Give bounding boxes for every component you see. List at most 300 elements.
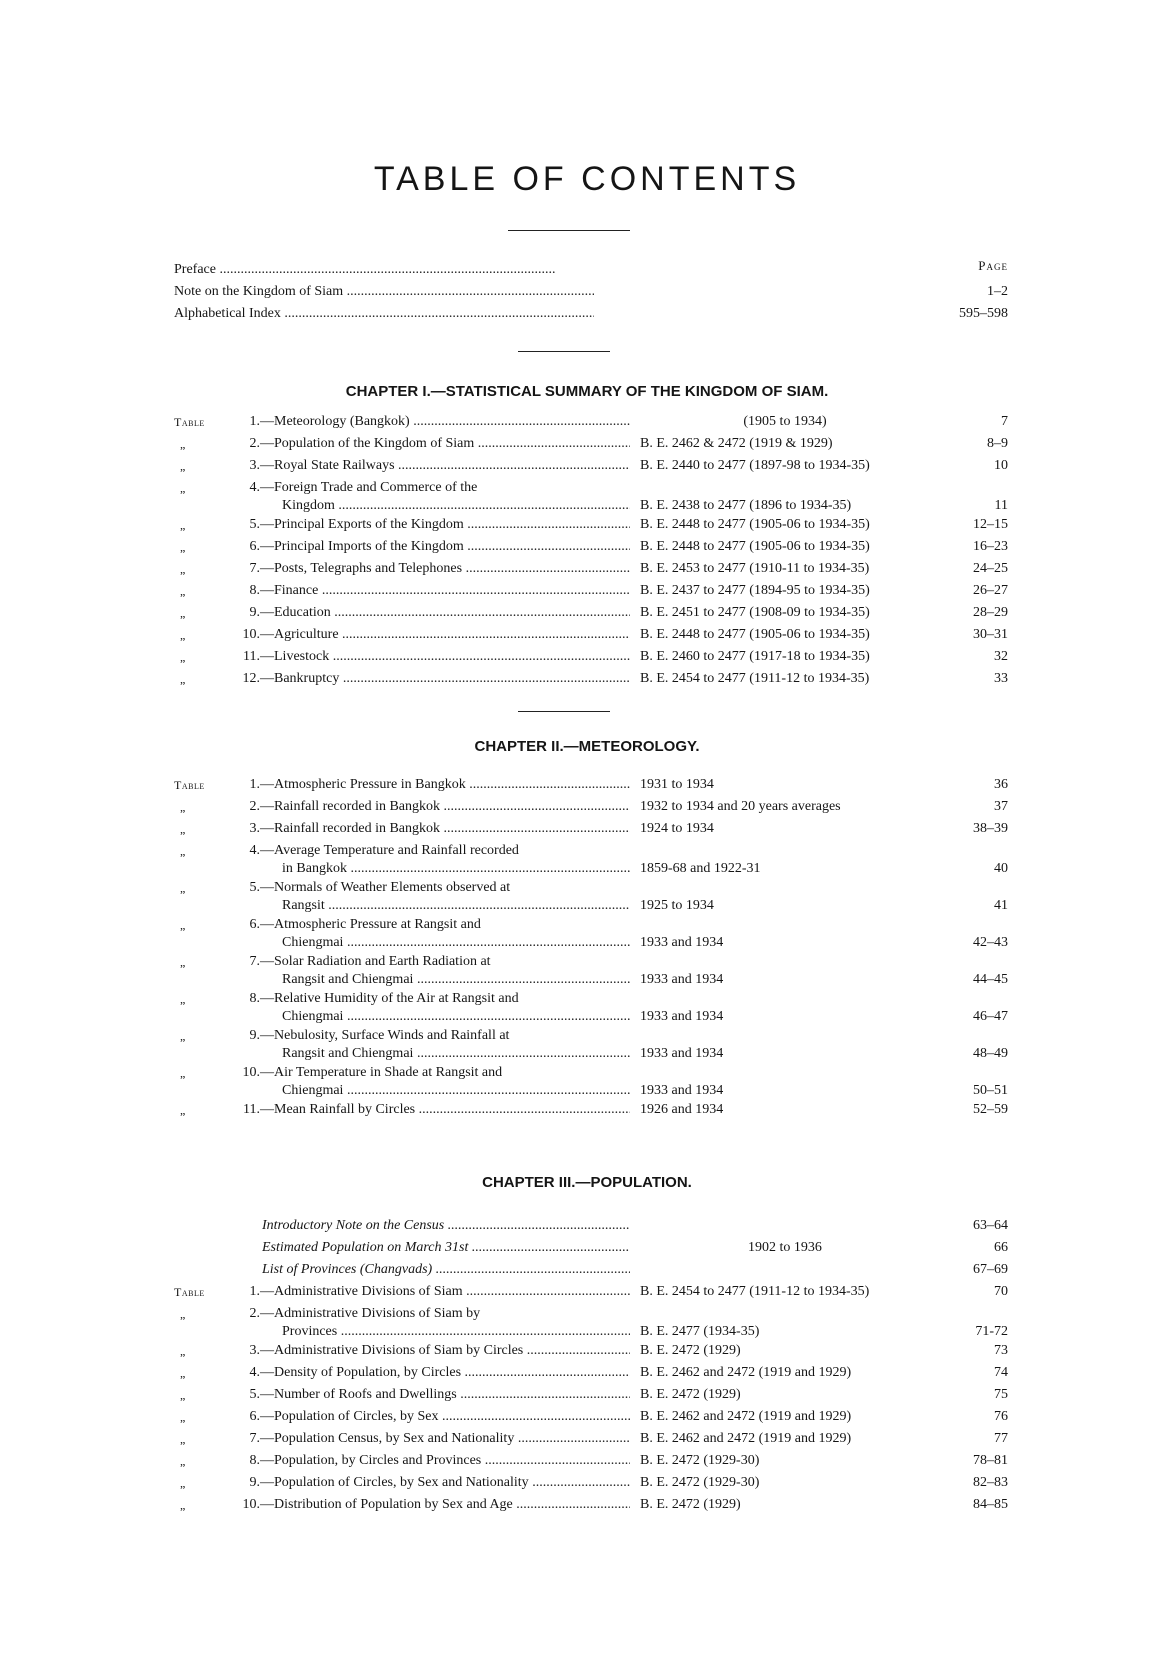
entry-number: 5. (249, 517, 260, 532)
entry-period: 1933 and 1934 (640, 935, 724, 950)
entry-number: 4. (249, 1365, 260, 1380)
entry-title-line (230, 1430, 630, 1448)
entry-title-text: Density of Population, by Circles (274, 1365, 462, 1380)
entry-dash: — (260, 917, 274, 932)
entry-page: 70 (994, 1284, 1008, 1299)
entry-page: 36 (994, 777, 1008, 792)
entry-dash: — (260, 1409, 274, 1424)
entry-number: 10. (242, 1065, 260, 1080)
entry-period: 1933 and 1934 (640, 1009, 724, 1024)
entry-title (230, 670, 630, 688)
entry-title (230, 435, 630, 453)
entry-dash: — (260, 517, 274, 532)
entry-period: B. E. 2453 to 2477 (1910-11 to 1934-35) (640, 561, 870, 576)
entry-title-line (230, 879, 630, 897)
entry-title-text: Population Census, by Sex and Nationality (274, 1431, 515, 1446)
toc-entry[interactable] (174, 479, 1008, 515)
entry-dash: — (260, 799, 274, 814)
front-matter-label: Alphabetical Index ..... (174, 306, 594, 322)
entry-dash: — (260, 1028, 274, 1043)
entry-number: 7. (249, 954, 260, 969)
intro-entry[interactable] (174, 1239, 1008, 1260)
entry-number: 11. (243, 1102, 260, 1117)
front-matter-item[interactable] (174, 306, 1008, 328)
table-marker: „ (180, 1388, 186, 1402)
entry-title (230, 1283, 630, 1301)
toc-entry[interactable] (174, 582, 1008, 603)
toc-entry[interactable] (174, 457, 1008, 478)
intro-title (262, 1217, 630, 1235)
entry-number: 3. (249, 821, 260, 836)
entry-period: 1933 and 1934 (640, 1083, 724, 1098)
entry-number: 4. (249, 480, 260, 495)
table-marker: Table (174, 1285, 205, 1299)
entry-number: 9. (249, 1475, 260, 1490)
intro-entry[interactable] (174, 1261, 1008, 1282)
entry-title-line (230, 560, 630, 578)
entry-title-line (230, 1408, 630, 1426)
table-marker: „ (180, 540, 186, 554)
entry-page: 10 (994, 458, 1008, 473)
entry-page: 77 (994, 1431, 1008, 1446)
toc-entry[interactable] (174, 916, 1008, 952)
entry-number: 1. (249, 777, 260, 792)
entry-period: B. E. 2472 (1929) (640, 1387, 741, 1402)
toc-entry[interactable] (174, 1283, 1008, 1304)
entry-number: 5. (249, 880, 260, 895)
entry-title-continuation: Rangsit and Chiengmai ..... (230, 1045, 630, 1063)
entry-title-line (230, 1474, 630, 1492)
toc-entry[interactable] (174, 1064, 1008, 1100)
entry-dash: — (260, 1475, 274, 1490)
front-matter-item[interactable] (174, 284, 1008, 306)
intro-title-text: Estimated Population on March 31st ..... (262, 1239, 630, 1257)
toc-entry[interactable] (174, 879, 1008, 915)
table-marker: „ (180, 1366, 186, 1380)
entry-title (230, 1408, 630, 1426)
intro-period: 1902 to 1936 (748, 1240, 822, 1255)
entry-page: 44–45 (973, 972, 1008, 987)
entry-title-text: Atmospheric Pressure in Bangkok (274, 777, 466, 792)
entry-title (230, 776, 630, 794)
toc-entry[interactable] (174, 626, 1008, 647)
entry-number: 6. (249, 1409, 260, 1424)
table-marker: „ (180, 1454, 186, 1468)
page-title: TABLE OF CONTENTS (373, 160, 801, 198)
entry-dash: — (260, 539, 274, 554)
entry-title-text: Foreign Trade and Commerce of the (274, 480, 478, 495)
entry-title-continuation: Chiengmai ..... (230, 1008, 630, 1026)
toc-entry[interactable] (174, 604, 1008, 625)
entry-number: 8. (249, 583, 260, 598)
entry-title-line (230, 1305, 630, 1323)
entry-title (230, 413, 630, 431)
entry-page: 37 (994, 799, 1008, 814)
entry-title-line (230, 413, 630, 431)
entry-number: 8. (249, 991, 260, 1006)
entry-title-line (230, 670, 630, 688)
entry-page: 16–23 (973, 539, 1008, 554)
entry-title-text: Administrative Divisions of Siam by (274, 1306, 481, 1321)
toc-entry[interactable] (174, 1364, 1008, 1385)
section-divider (518, 351, 610, 352)
entry-number: 12. (242, 671, 260, 686)
entry-number: 2. (249, 436, 260, 451)
table-marker: „ (180, 822, 186, 836)
entry-page: 26–27 (973, 583, 1008, 598)
entry-page: 42–43 (973, 935, 1008, 950)
entry-title-continuation: Rangsit ..... (230, 897, 630, 915)
toc-entry[interactable] (174, 842, 1008, 878)
entry-page: 52–59 (973, 1102, 1008, 1117)
entry-title (230, 879, 630, 915)
entry-title-text: Rainfall recorded in Bangkok (274, 821, 441, 836)
entry-title-text: Bankruptcy (274, 671, 340, 686)
entry-dash: — (260, 1497, 274, 1512)
entry-title-line (230, 1064, 630, 1082)
entry-title-text: Meteorology (Bangkok) (274, 414, 410, 429)
table-marker: „ (180, 481, 186, 495)
entry-title-text: Administrative Divisions of Siam (274, 1284, 463, 1299)
table-marker: „ (180, 1432, 186, 1446)
entry-page: 33 (994, 671, 1008, 686)
entry-dash: — (260, 1365, 274, 1380)
table-marker: „ (180, 672, 186, 686)
table-marker: „ (180, 992, 186, 1006)
entry-period: 1926 and 1934 (640, 1102, 724, 1117)
table-marker: „ (180, 518, 186, 532)
intro-page: 67–69 (973, 1262, 1008, 1277)
toc-entry[interactable] (174, 538, 1008, 559)
entry-title (230, 842, 630, 878)
entry-title-line (230, 1496, 630, 1514)
toc-entry[interactable] (174, 776, 1008, 797)
entry-title-text: Solar Radiation and Earth Radiation at (274, 954, 491, 969)
entry-title (230, 1101, 630, 1119)
entry-page: 71-72 (975, 1324, 1008, 1339)
entry-number: 11. (243, 649, 260, 664)
entry-period: 1932 to 1934 and 20 years averages (640, 799, 841, 814)
entry-title-line (230, 1283, 630, 1301)
entry-period: B. E. 2462 & 2472 (1919 & 1929) (640, 436, 833, 451)
page-column-heading: Page (978, 258, 1008, 273)
entry-period: 1933 and 1934 (640, 1046, 724, 1061)
entry-dash: — (260, 1343, 274, 1358)
entry-title-text: Agriculture (274, 627, 339, 642)
entry-number: 6. (249, 539, 260, 554)
toc-entry[interactable] (174, 1408, 1008, 1429)
entry-period: B. E. 2462 and 2472 (1919 and 1929) (640, 1365, 852, 1380)
toc-entry[interactable] (174, 516, 1008, 537)
entry-title-text: Normals of Weather Elements observed at (274, 880, 511, 895)
table-marker: „ (180, 584, 186, 598)
table-marker: „ (180, 955, 186, 969)
entry-title-line (230, 916, 630, 934)
entry-period: B. E. 2438 to 2477 (1896 to 1934-35) (640, 498, 852, 513)
entry-title-line (230, 1027, 630, 1045)
toc-entry[interactable] (174, 648, 1008, 669)
entry-title-line (230, 648, 630, 666)
chapter-heading: CHAPTER II.—METEOROLOGY. (474, 738, 700, 755)
entry-page: 8–9 (987, 436, 1008, 451)
entry-page: 24–25 (973, 561, 1008, 576)
entry-number: 1. (249, 414, 260, 429)
entry-page: 75 (994, 1387, 1008, 1402)
entry-page: 73 (994, 1343, 1008, 1358)
entry-title (230, 582, 630, 600)
entry-number: 9. (249, 605, 260, 620)
entry-page: 40 (994, 861, 1008, 876)
chapter-heading: CHAPTER I.—STATISTICAL SUMMARY OF THE KINGDOM OF SIAM. (345, 383, 829, 400)
entry-period: 1859-68 and 1922-31 (640, 861, 761, 876)
entry-title-text: Mean Rainfall by Circles (274, 1102, 416, 1117)
entry-title (230, 538, 630, 556)
entry-page: 50–51 (973, 1083, 1008, 1098)
entry-number: 6. (249, 917, 260, 932)
entry-title (230, 560, 630, 578)
entry-page: 48–49 (973, 1046, 1008, 1061)
entry-dash: — (260, 880, 274, 895)
entry-dash: — (260, 991, 274, 1006)
entry-title (230, 798, 630, 816)
entry-page: 74 (994, 1365, 1008, 1380)
entry-dash: — (260, 777, 274, 792)
entry-title-text: Air Temperature in Shade at Rangsit and (274, 1065, 503, 1080)
entry-page: 7 (1001, 414, 1008, 429)
entry-period: B. E. 2437 to 2477 (1894-95 to 1934-35) (640, 583, 870, 598)
table-marker: „ (180, 650, 186, 664)
entry-period: B. E. 2472 (1929-30) (640, 1475, 760, 1490)
toc-entry[interactable] (174, 435, 1008, 456)
toc-entry[interactable] (174, 1101, 1008, 1122)
entry-dash: — (260, 821, 274, 836)
entry-dash: — (260, 1306, 274, 1321)
entry-dash: — (260, 627, 274, 642)
entry-dash: — (260, 561, 274, 576)
toc-entry[interactable] (174, 953, 1008, 989)
front-matter (174, 262, 1008, 328)
entry-title-text: Population of Circles, by Sex and Nationality (274, 1475, 529, 1490)
entry-period: 1925 to 1934 (640, 898, 714, 913)
entry-title (230, 604, 630, 622)
entry-title-line (230, 820, 630, 838)
entry-title-line (230, 1101, 630, 1119)
entry-period: B. E. 2472 (1929) (640, 1497, 741, 1512)
front-matter-item[interactable] (174, 262, 1008, 284)
toc-entry[interactable] (174, 1027, 1008, 1063)
entry-title-text: Population of the Kingdom of Siam (274, 436, 475, 451)
entry-title-text: Posts, Telegraphs and Telephones (274, 561, 463, 576)
entry-number: 7. (249, 1431, 260, 1446)
toc-entry[interactable] (174, 1430, 1008, 1451)
entry-page: 32 (994, 649, 1008, 664)
entry-number: 4. (249, 843, 260, 858)
entry-title-text: Finance (274, 583, 319, 598)
entry-title-continuation: Provinces ..... (230, 1323, 630, 1341)
entry-title-line (230, 582, 630, 600)
entry-title-line (230, 479, 630, 497)
entry-dash: — (260, 1431, 274, 1446)
table-marker: „ (180, 800, 186, 814)
entry-dash: — (260, 414, 274, 429)
entry-period: B. E. 2454 to 2477 (1911-12 to 1934-35) (640, 671, 870, 686)
entry-page: 38–39 (973, 821, 1008, 836)
intro-entry[interactable] (174, 1217, 1008, 1238)
table-marker: „ (180, 1476, 186, 1490)
entry-title-line (230, 457, 630, 475)
table-marker: „ (180, 1344, 186, 1358)
entry-title-continuation: Chiengmai ..... (230, 934, 630, 952)
entry-number: 8. (249, 1453, 260, 1468)
table-marker: „ (180, 437, 186, 451)
entry-page: 28–29 (973, 605, 1008, 620)
toc-entry[interactable] (174, 560, 1008, 581)
entry-number: 10. (242, 1497, 260, 1512)
entry-title-continuation: Rangsit and Chiengmai ..... (230, 971, 630, 989)
entry-title-line (230, 953, 630, 971)
entry-title-line (230, 1342, 630, 1360)
entry-dash: — (260, 436, 274, 451)
entry-title (230, 479, 630, 515)
entry-number: 5. (249, 1387, 260, 1402)
table-marker: „ (180, 918, 186, 932)
intro-page: 66 (994, 1240, 1008, 1255)
entry-title-line (230, 516, 630, 534)
entry-title (230, 626, 630, 644)
entry-title-line (230, 798, 630, 816)
toc-entry[interactable] (174, 820, 1008, 841)
toc-entry[interactable] (174, 1452, 1008, 1473)
entry-title-text: Principal Exports of the Kingdom (274, 517, 464, 532)
entry-title-line (230, 1452, 630, 1470)
entry-title (230, 1386, 630, 1404)
entry-period: 1931 to 1934 (640, 777, 714, 792)
entry-period: B. E. 2462 and 2472 (1919 and 1929) (640, 1409, 852, 1424)
toc-entry[interactable] (174, 1496, 1008, 1517)
entry-dash: — (260, 1102, 274, 1117)
toc-entry[interactable] (174, 1342, 1008, 1363)
entry-period: (1905 to 1934) (743, 414, 827, 429)
entry-title-text: Average Temperature and Rainfall recorded (274, 843, 519, 858)
entry-title (230, 1027, 630, 1063)
entry-title-line (230, 776, 630, 794)
entry-title-text: Population of Circles, by Sex (274, 1409, 439, 1424)
toc-entry[interactable] (174, 798, 1008, 819)
entry-dash: — (260, 954, 274, 969)
entry-dash: — (260, 843, 274, 858)
entry-title-continuation: Chiengmai ..... (230, 1082, 630, 1100)
entry-page: 30–31 (973, 627, 1008, 642)
toc-entry[interactable] (174, 1386, 1008, 1407)
entry-period: B. E. 2462 and 2472 (1919 and 1929) (640, 1431, 852, 1446)
entry-title-text: Relative Humidity of the Air at Rangsit and (274, 991, 519, 1006)
front-matter-label: Preface ..... (174, 262, 594, 278)
entry-title (230, 1496, 630, 1514)
intro-title-text: List of Provinces (Changvads) ..... (262, 1261, 630, 1279)
entry-page: 78–81 (973, 1453, 1008, 1468)
entry-title-text: Principal Imports of the Kingdom (274, 539, 464, 554)
toc-entry[interactable] (174, 990, 1008, 1026)
toc-entry[interactable] (174, 413, 1008, 434)
entry-number: 10. (242, 627, 260, 642)
entry-title (230, 648, 630, 666)
table-marker: „ (180, 1307, 186, 1321)
table-marker: „ (180, 1029, 186, 1043)
entry-title-line (230, 604, 630, 622)
entry-page: 11 (994, 498, 1008, 513)
entry-title-line (230, 1386, 630, 1404)
entry-number: 7. (249, 561, 260, 576)
entry-title (230, 916, 630, 952)
entry-title-text: Nebulosity, Surface Winds and Rainfall at (274, 1028, 510, 1043)
entry-dash: — (260, 480, 274, 495)
table-marker: „ (180, 1410, 186, 1424)
front-matter-label: Note on the Kingdom of Siam ..... (174, 284, 594, 300)
toc-entry[interactable] (174, 670, 1008, 691)
entry-title (230, 1342, 630, 1360)
entry-period: B. E. 2472 (1929) (640, 1343, 741, 1358)
table-marker: „ (180, 562, 186, 576)
entry-number: 3. (249, 1343, 260, 1358)
toc-entry[interactable] (174, 1305, 1008, 1341)
intro-page: 63–64 (973, 1218, 1008, 1233)
entry-number: 2. (249, 799, 260, 814)
entry-number: 9. (249, 1028, 260, 1043)
entry-page: 76 (994, 1409, 1008, 1424)
entry-title-line (230, 538, 630, 556)
entry-title-continuation: in Bangkok ..... (230, 860, 630, 878)
entry-title-text: Distribution of Population by Sex and Age (274, 1497, 513, 1512)
entry-title (230, 1364, 630, 1382)
toc-entry[interactable] (174, 1474, 1008, 1495)
table-marker: „ (180, 459, 186, 473)
entry-title-line (230, 1364, 630, 1382)
entry-title-text: Population, by Circles and Provinces (274, 1453, 482, 1468)
entry-title (230, 1430, 630, 1448)
front-matter-page: 595–598 (959, 306, 1008, 321)
entry-dash: — (260, 458, 274, 473)
entry-title-text: Atmospheric Pressure at Rangsit and (274, 917, 481, 932)
table-marker: „ (180, 606, 186, 620)
entry-title-line (230, 842, 630, 860)
entry-period: B. E. 2448 to 2477 (1905-06 to 1934-35) (640, 627, 870, 642)
entry-period: B. E. 2448 to 2477 (1905-06 to 1934-35) (640, 517, 870, 532)
entry-dash: — (260, 1453, 274, 1468)
entry-title-text: Royal State Railways (274, 458, 395, 473)
entry-title-line (230, 990, 630, 1008)
entry-dash: — (260, 605, 274, 620)
entry-period: 1924 to 1934 (640, 821, 714, 836)
entry-number: 2. (249, 1306, 260, 1321)
entry-title-text: Education (274, 605, 331, 620)
entry-title (230, 516, 630, 534)
entry-page: 82–83 (973, 1475, 1008, 1490)
entry-dash: — (260, 1065, 274, 1080)
entry-number: 3. (249, 458, 260, 473)
entry-period: B. E. 2440 to 2477 (1897-98 to 1934-35) (640, 458, 870, 473)
entry-page: 12–15 (973, 517, 1008, 532)
entry-period: B. E. 2451 to 2477 (1908-09 to 1934-35) (640, 605, 870, 620)
entry-page: 46–47 (973, 1009, 1008, 1024)
entry-title-text: Number of Roofs and Dwellings (274, 1387, 457, 1402)
entry-period: B. E. 2448 to 2477 (1905-06 to 1934-35) (640, 539, 870, 554)
section-divider (518, 711, 610, 712)
entry-title (230, 1064, 630, 1100)
table-marker: „ (180, 1066, 186, 1080)
table-marker: „ (180, 881, 186, 895)
entry-number: 1. (249, 1284, 260, 1299)
entry-title (230, 953, 630, 989)
